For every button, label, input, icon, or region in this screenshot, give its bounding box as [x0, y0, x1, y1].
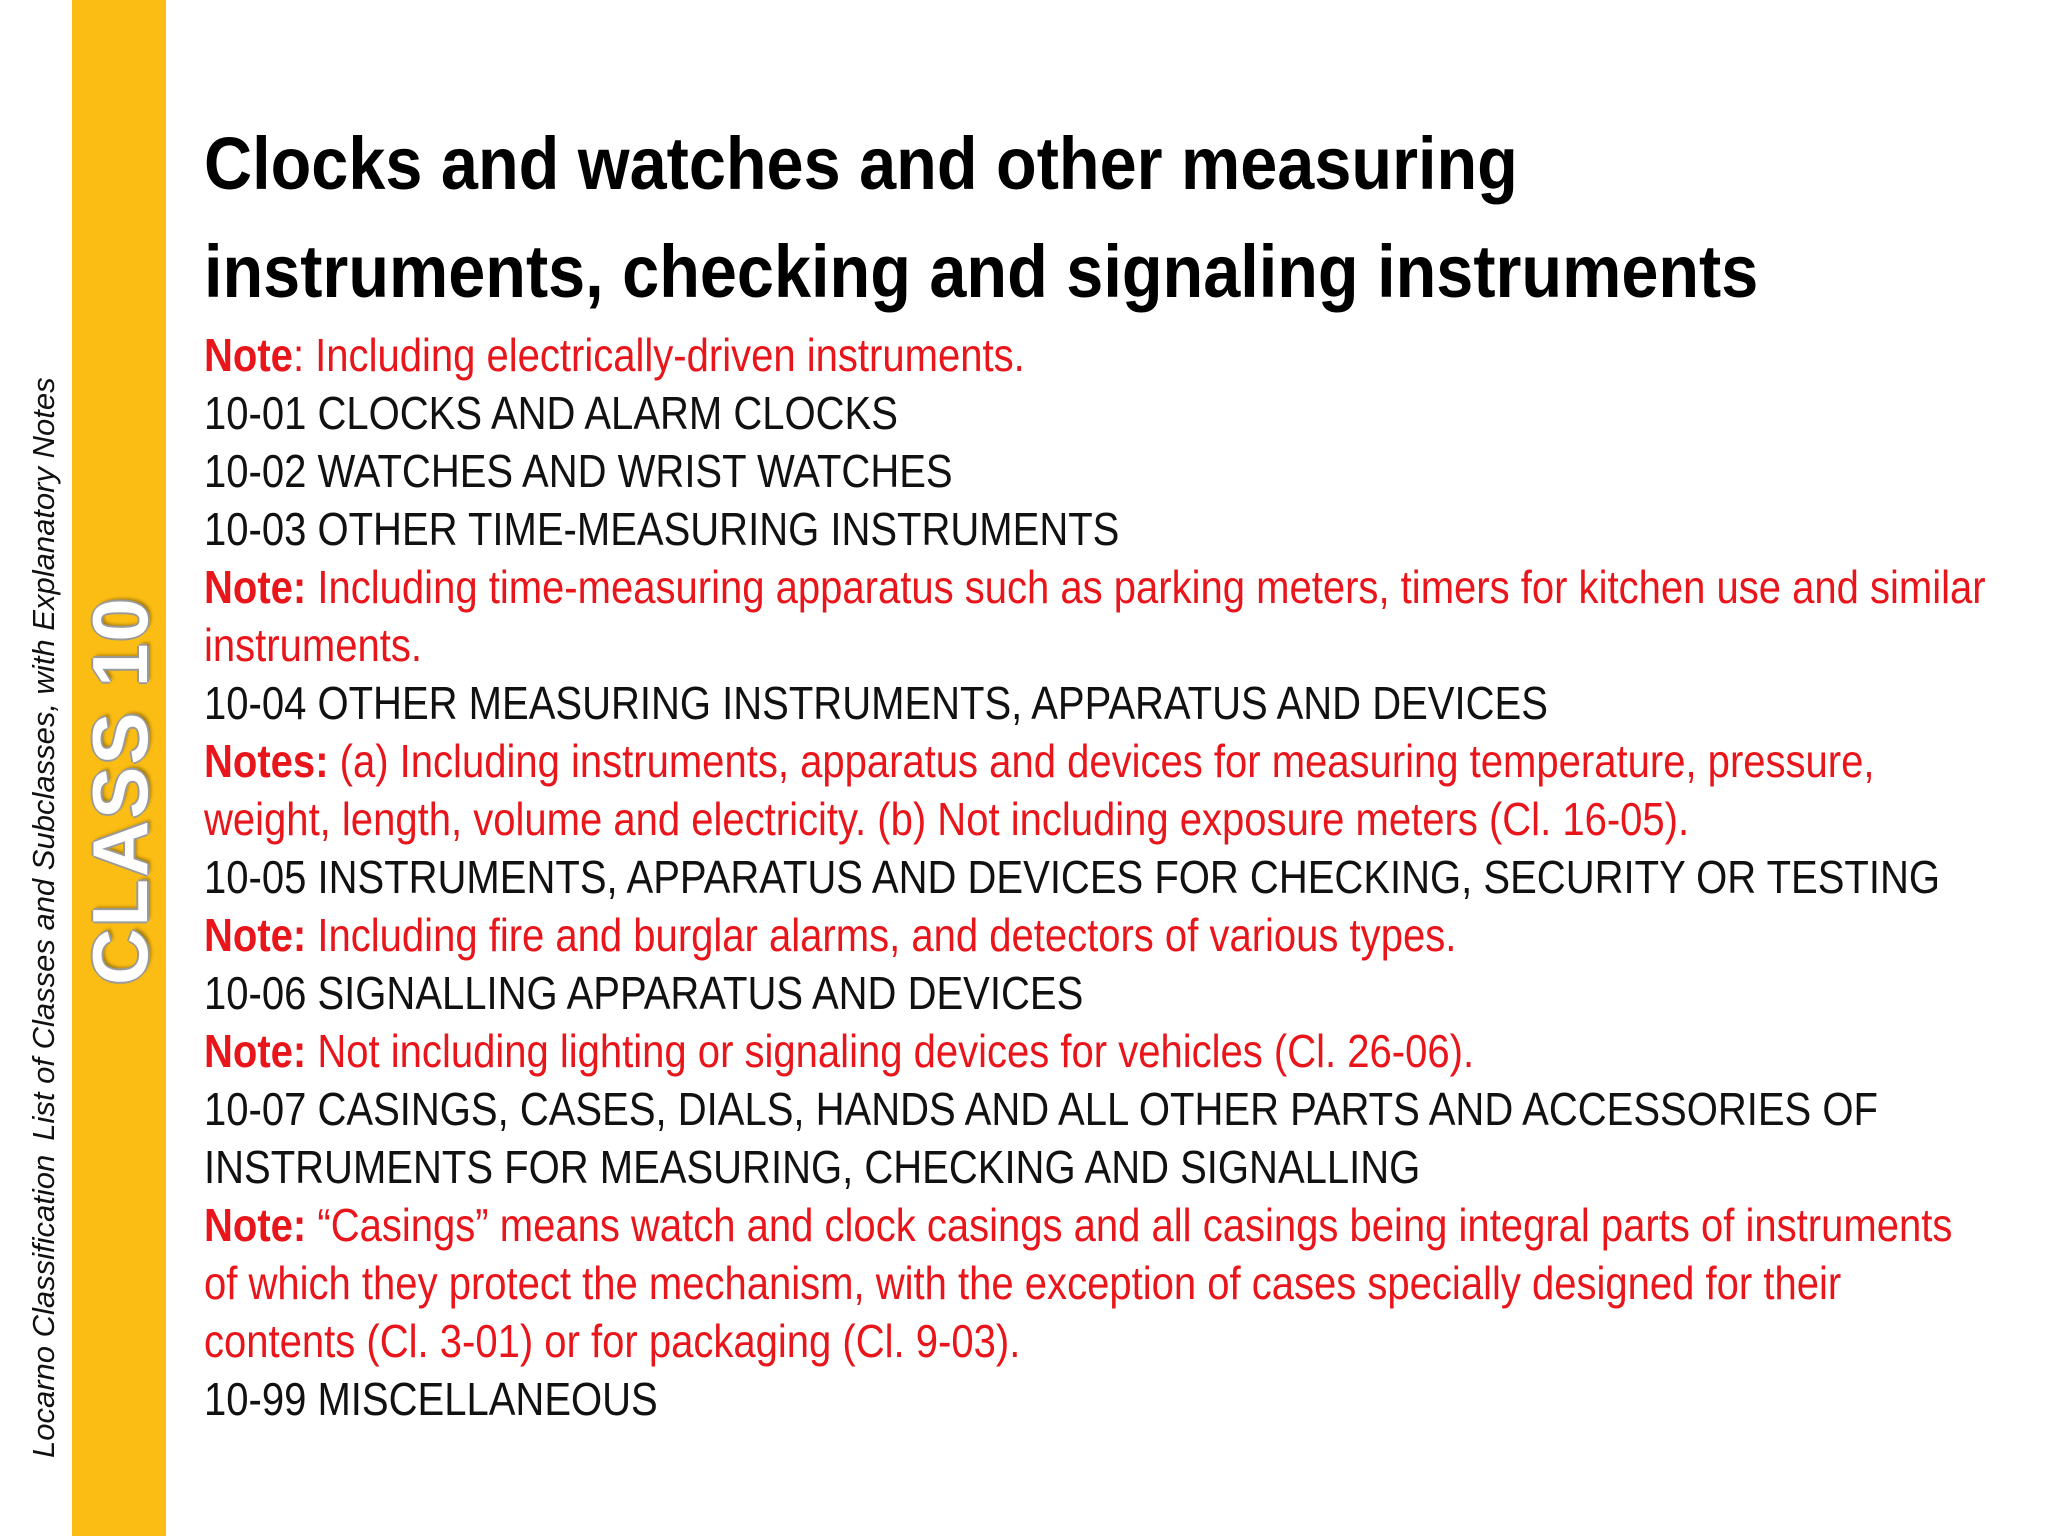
subclass-10-01: 10-01 CLOCKS AND ALARM CLOCKS: [204, 387, 898, 439]
subclass-10-06: 10-06 SIGNALLING APPARATUS AND DEVICES: [204, 967, 1084, 1019]
title-line-1: Clocks and watches and other measuring: [204, 122, 1518, 205]
subclass-10-07: 10-07 CASINGS, CASES, DIALS, HANDS AND ALL OTHER PARTS AND ACCESSORIES OF: [204, 1083, 1878, 1135]
note-10-04: [204, 732, 2048, 790]
subclass-10-04: 10-04 OTHER MEASURING INSTRUMENTS, APPARATUS AND DEVICES: [204, 677, 1548, 729]
note-10-07-continued-2: contents (Cl. 3-01) or for packaging (Cl. 9-03).: [204, 1315, 1021, 1367]
note-label: Note:: [204, 1025, 307, 1077]
class-entries: [204, 326, 2048, 1428]
subclass-10-99: 10-99 MISCELLANEOUS: [204, 1373, 658, 1425]
note-10-07: [204, 1196, 2048, 1254]
side-caption: [20, 318, 68, 1460]
main-content: [204, 110, 2004, 1428]
note-label: Notes:: [204, 735, 329, 787]
note-label: Note:: [204, 561, 307, 613]
note-10-07-continued: of which they protect the mechanism, with the exception of cases specially designed for their: [204, 1257, 1842, 1309]
side-caption-source: Locarno Classification: [26, 1154, 61, 1458]
subclass-10-05: 10-05 INSTRUMENTS, APPARATUS AND DEVICES FOR CHECKING, SECURITY OR TESTING: [204, 851, 1941, 903]
subclass-10-07-continued: INSTRUMENTS FOR MEASURING, CHECKING AND SIGNALLING: [204, 1141, 1421, 1193]
subclass-10-03: 10-03 OTHER TIME-MEASURING INSTRUMENTS: [204, 503, 1120, 555]
note-10-04-continued: weight, length, volume and electricity. (b) Not including exposure meters (Cl. 16-05).: [204, 793, 1690, 845]
subclass-10-02: 10-02 WATCHES AND WRIST WATCHES: [204, 445, 953, 497]
note-10-05: [204, 906, 2048, 964]
note-label: Note:: [204, 909, 307, 961]
note-label: Note: [204, 329, 293, 381]
note-10-03: [204, 558, 2048, 616]
note-10-06: [204, 1022, 2048, 1080]
title-line-2: instruments, checking and signaling instruments: [204, 230, 1759, 313]
note-text: Not including lighting or signaling devices for vehicles (Cl. 26-06).: [306, 1025, 1475, 1077]
note-text: (a) Including instruments, apparatus and devices for measuring temperature, pressure,: [328, 735, 1875, 787]
side-caption-title: List of Classes and Subclasses, with Explanatory Notes: [26, 377, 61, 1141]
page-title: [204, 110, 1959, 326]
note-text: : Including electrically-driven instruments.: [292, 329, 1025, 381]
note-text: “Casings” means watch and clock casings and all casings being integral parts of instruments: [306, 1199, 1953, 1251]
note-label: Note:: [204, 1199, 307, 1251]
class-label: CLASS 10: [75, 596, 164, 985]
note-text: Including fire and burglar alarms, and detectors of various types.: [306, 909, 1457, 961]
note-text: Including time-measuring apparatus such as parking meters, timers for kitchen use and similar: [306, 561, 1986, 613]
note-general: [204, 326, 2048, 384]
note-10-03-continued: instruments.: [204, 619, 422, 671]
